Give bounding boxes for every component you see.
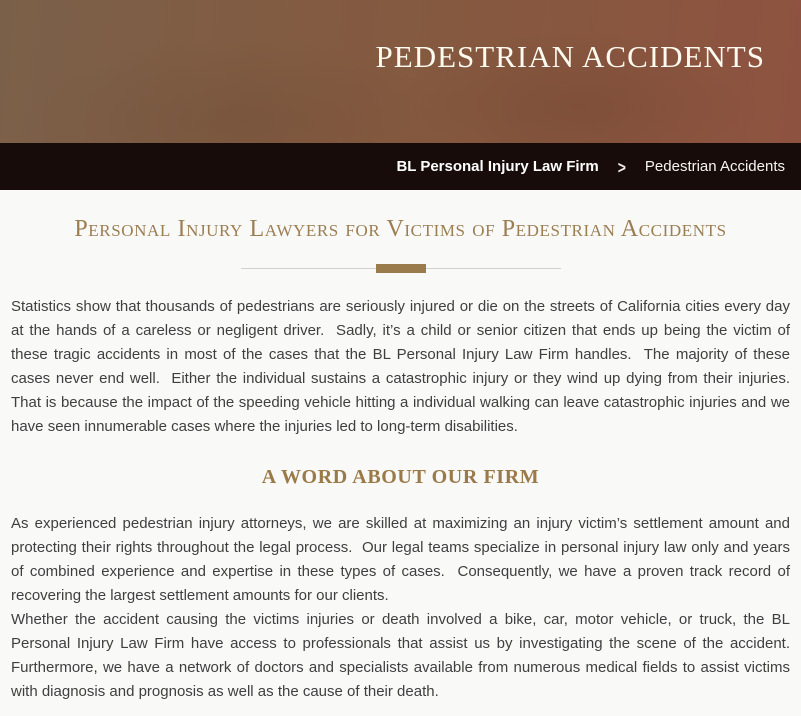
page-banner: [0, 0, 801, 143]
heading-divider: [241, 264, 561, 273]
breadcrumb: [0, 143, 801, 190]
page-title: Personal Injury Lawyers for Victims of Pedestrian Accidents: [74, 216, 727, 242]
breadcrumb-home-link[interactable]: BL Personal Injury Law Firm: [396, 158, 599, 175]
intro-paragraph: Statistics show that thousands of pedestrians are seriously injured or die on the streets of California cities every day at the hands of a careless or negligent driver. Sadly, it’s a child or senior citizen that ends up being the victim of these tragic accidents in most of the cases that the BL Personal Injury Law Firm handles. The majority of these cases never end well. Either the individual sustains a catastrophic injury or they wind up dying from their injuries. That is because the impact of the speeding vehicle hitting a individual walking can leave catastrophic injuries and we have seen innumerable cases where the injuries led to long-term disabilities.: [11, 298, 795, 435]
divider-accent: [376, 264, 426, 273]
main-content: [0, 190, 801, 716]
chevron-right-icon: >: [617, 156, 626, 177]
banner-title: PEDESTRIAN ACCIDENTS: [375, 39, 765, 74]
about-firm-paragraph-2: Whether the accident causing the victims injuries or death involved a bike, car, motor vehicle, or truck, the BL Personal Injury Law Firm have access to professionals that assist us by investigating the scene of the accident. Furthermore, we have a network of doctors and specialists available from numerous medical fields to assist victims with diagnosis and prognosis as well as the cause of their death.: [11, 611, 799, 700]
about-firm-paragraph-1: As experienced pedestrian injury attorneys, we are skilled at maximizing an injury victim’s settlement amount and protecting their rights throughout the legal process. Our legal teams specialize in personal injury law only and years of combined experience and expertise in these types of cases. Consequently, we have a proven track record of recovering the largest settlement amounts for our clients.: [11, 515, 795, 604]
section-subheading: A WORD ABOUT OUR FIRM: [261, 466, 540, 488]
breadcrumb-current: Pedestrian Accidents: [644, 158, 785, 175]
